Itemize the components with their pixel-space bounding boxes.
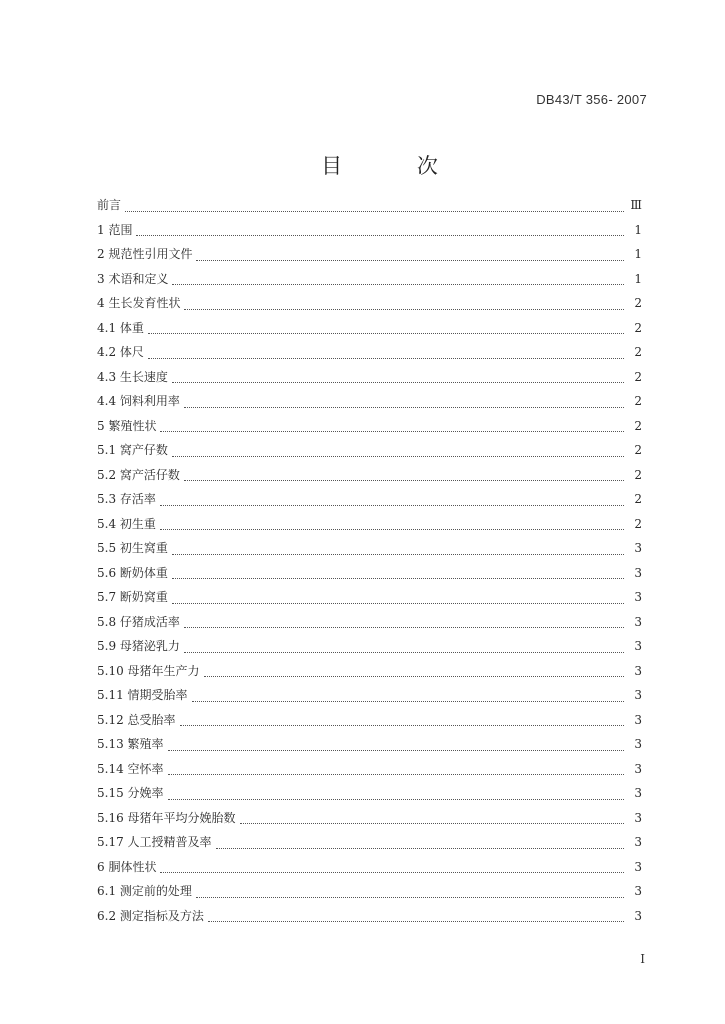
- toc-entry[interactable]: [97, 784, 642, 809]
- toc-entry[interactable]: [97, 907, 642, 932]
- toc-entry[interactable]: [97, 368, 642, 393]
- toc-entry-label: 5.6 断奶体重: [97, 565, 168, 580]
- toc-entry[interactable]: [97, 417, 642, 442]
- toc-entry[interactable]: [97, 564, 642, 589]
- toc-entry-page: 3: [634, 761, 642, 776]
- toc-entry[interactable]: [97, 539, 642, 564]
- toc-entry-label: 6.2 测定指标及方法: [97, 908, 204, 923]
- toc-entry-page: 3: [634, 663, 642, 678]
- dot-leader: [160, 872, 624, 873]
- document-number: DB43/T 356- 2007: [536, 92, 647, 107]
- toc-entry-page: 2: [634, 320, 642, 335]
- toc-entry-label: 5.12 总受胎率: [97, 712, 176, 727]
- dot-leader: [184, 627, 624, 628]
- toc-entry-page: 2: [634, 467, 642, 482]
- page-number: I: [640, 952, 645, 966]
- toc-entry-label: 4.3 生长速度: [97, 369, 168, 384]
- toc-entry-page: 3: [634, 859, 642, 874]
- toc-entry[interactable]: [97, 613, 642, 638]
- toc-entry-page: 1: [634, 247, 642, 261]
- toc-entry-label: 5 繁殖性状: [97, 418, 157, 433]
- dot-leader: [240, 823, 624, 824]
- toc-entry-page: 3: [634, 737, 642, 751]
- toc-entry-page: 3: [634, 835, 642, 849]
- toc-entry[interactable]: [97, 882, 642, 907]
- toc-entry-page: 3: [634, 565, 642, 580]
- dot-leader: [172, 382, 624, 383]
- toc-entry[interactable]: [97, 662, 642, 687]
- dot-leader: [184, 407, 624, 408]
- toc-entry[interactable]: [97, 515, 642, 540]
- toc-entry-page: 3: [634, 614, 642, 629]
- toc-entry-page: 3: [634, 590, 642, 604]
- toc-entry[interactable]: [97, 809, 642, 834]
- toc-entry-label: 5.8 仔猪成活率: [97, 614, 180, 629]
- toc-entry-label: 1 范围: [97, 222, 133, 237]
- toc-entry[interactable]: [97, 588, 642, 613]
- toc-entry[interactable]: [97, 319, 642, 344]
- dot-leader: [216, 848, 624, 849]
- toc-entry-label: 5.16 母猪年平均分娩胎数: [97, 810, 236, 825]
- toc-entry[interactable]: [97, 270, 642, 295]
- dot-leader: [204, 676, 624, 677]
- dot-leader: [180, 725, 624, 726]
- toc-entry-label: 5.7 断奶窝重: [97, 590, 168, 604]
- toc-entry-page: 3: [634, 541, 642, 555]
- dot-leader: [160, 529, 624, 530]
- toc-entry-page: 3: [634, 639, 642, 653]
- toc-entry-label: 5.17 人工授精普及率: [97, 835, 212, 849]
- toc-entry[interactable]: [97, 686, 642, 711]
- dot-leader: [125, 211, 624, 212]
- toc-entry-page: 2: [634, 516, 642, 531]
- toc-entry-label: 3 术语和定义: [97, 271, 169, 286]
- toc-entry-page: 3: [634, 786, 642, 800]
- dot-leader: [184, 652, 624, 653]
- dot-leader: [172, 554, 624, 555]
- dot-leader: [160, 505, 624, 506]
- dot-leader: [196, 260, 624, 261]
- toc-entry-page: 2: [634, 345, 642, 359]
- toc-entry-label: 4.1 体重: [97, 320, 144, 335]
- toc-entry-label: 5.1 窝产仔数: [97, 443, 168, 457]
- toc-entry[interactable]: [97, 466, 642, 491]
- page-title: 目 次: [321, 154, 472, 178]
- toc-entry[interactable]: [97, 221, 642, 246]
- dot-leader: [184, 309, 624, 310]
- toc-entry-page: 3: [634, 884, 642, 898]
- dot-leader: [168, 799, 624, 800]
- toc-entry-page: Ⅲ: [630, 198, 642, 212]
- toc-entry-label: 前言: [97, 198, 122, 212]
- toc-entry[interactable]: [97, 711, 642, 736]
- toc-entry-page: 3: [634, 712, 642, 727]
- toc-entry-page: 3: [634, 688, 642, 702]
- dot-leader: [160, 431, 624, 432]
- toc-entry[interactable]: [97, 490, 642, 515]
- toc-entry-page: 2: [634, 296, 642, 310]
- toc-entry[interactable]: [97, 833, 642, 858]
- toc-entry[interactable]: [97, 392, 642, 417]
- dot-leader: [172, 284, 624, 285]
- dot-leader: [172, 603, 624, 604]
- toc-entry-label: 5.2 窝产活仔数: [97, 467, 180, 482]
- toc-entry-label: 4.4 饲料利用率: [97, 394, 180, 408]
- toc-entry-label: 5.11 情期受胎率: [97, 688, 188, 702]
- toc-entry-label: 6.1 测定前的处理: [97, 884, 192, 898]
- toc-entry-label: 4 生长发育性状: [97, 296, 181, 310]
- toc-entry-page: 2: [634, 394, 642, 408]
- dot-leader: [196, 897, 624, 898]
- table-of-contents: [97, 196, 642, 931]
- toc-entry[interactable]: [97, 441, 642, 466]
- toc-entry-label: 5.5 初生窝重: [97, 541, 168, 555]
- toc-entry-label: 5.14 空怀率: [97, 761, 164, 776]
- toc-entry[interactable]: [97, 343, 642, 368]
- dot-leader: [208, 921, 624, 922]
- toc-entry[interactable]: [97, 196, 642, 221]
- toc-entry[interactable]: [97, 294, 642, 319]
- dot-leader: [168, 750, 624, 751]
- dot-leader: [172, 578, 624, 579]
- dot-leader: [168, 774, 624, 775]
- toc-entry-label: 5.10 母猪年生产力: [97, 663, 200, 678]
- toc-entry-label: 6 胴体性状: [97, 859, 157, 874]
- dot-leader: [136, 235, 624, 236]
- dot-leader: [172, 456, 624, 457]
- toc-entry[interactable]: [97, 858, 642, 883]
- toc-entry-page: 1: [634, 222, 642, 237]
- toc-entry-label: 5.3 存活率: [97, 492, 156, 506]
- toc-entry-label: 4.2 体尺: [97, 345, 144, 359]
- dot-leader: [192, 701, 624, 702]
- toc-entry-page: 3: [634, 810, 642, 825]
- dot-leader: [184, 480, 624, 481]
- toc-entry-label: 2 规范性引用文件: [97, 247, 193, 261]
- toc-entry-label: 5.9 母猪泌乳力: [97, 639, 180, 653]
- dot-leader: [148, 333, 624, 334]
- toc-entry-page: 2: [634, 492, 642, 506]
- toc-entry-label: 5.13 繁殖率: [97, 737, 164, 751]
- toc-entry[interactable]: [97, 245, 642, 270]
- toc-entry[interactable]: [97, 637, 642, 662]
- toc-entry-label: 5.4 初生重: [97, 516, 156, 531]
- toc-entry-page: 2: [634, 369, 642, 384]
- toc-entry[interactable]: [97, 760, 642, 785]
- toc-entry-page: 2: [634, 418, 642, 433]
- toc-entry-page: 2: [634, 443, 642, 457]
- toc-entry-page: 3: [634, 908, 642, 923]
- toc-entry-label: 5.15 分娩率: [97, 786, 164, 800]
- toc-entry[interactable]: [97, 735, 642, 760]
- toc-entry-page: 1: [634, 271, 642, 286]
- dot-leader: [148, 358, 624, 359]
